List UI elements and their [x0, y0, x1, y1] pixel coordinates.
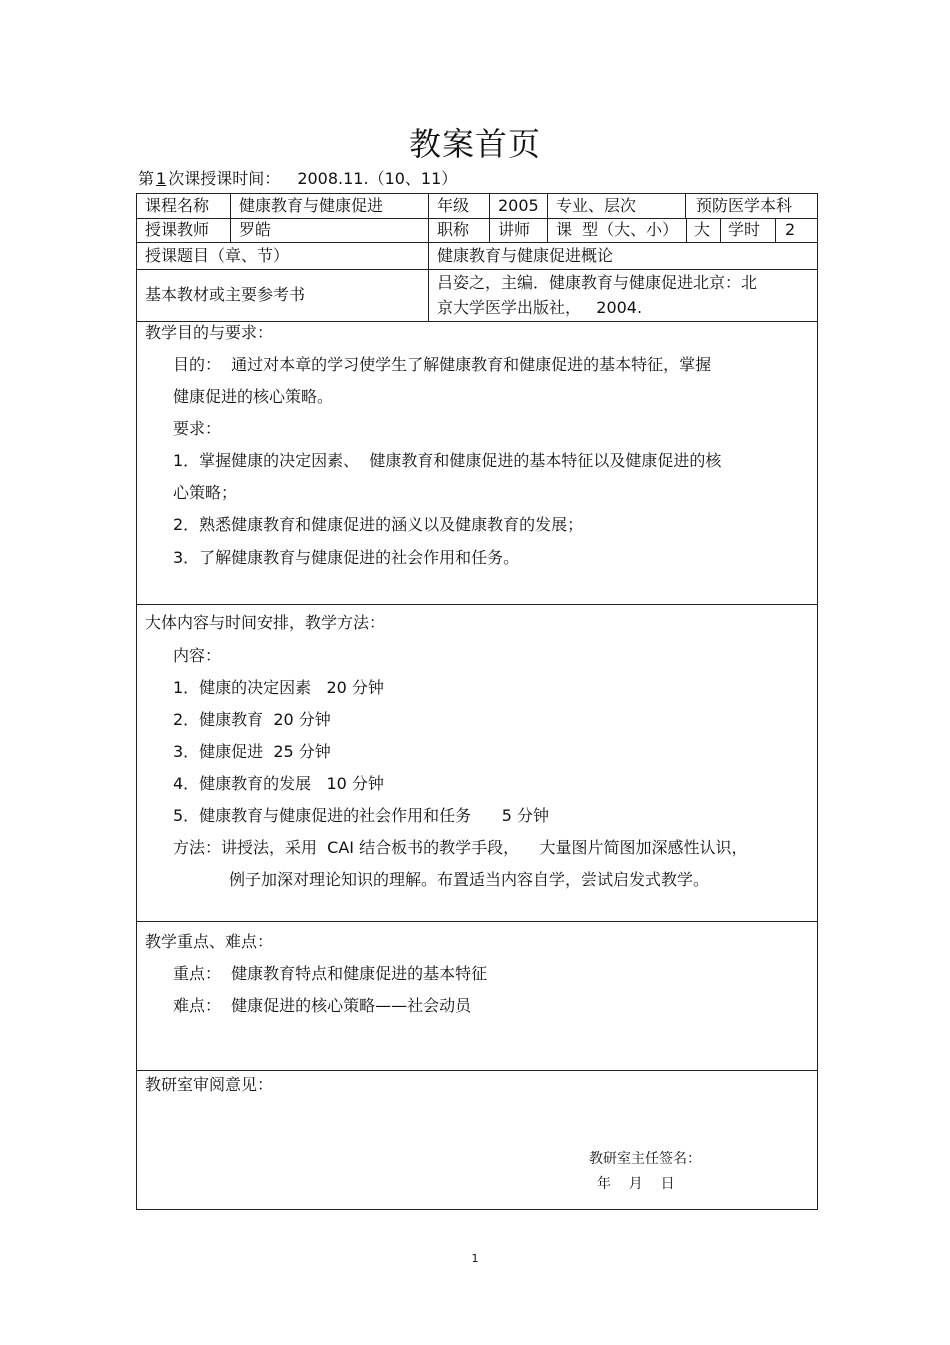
- textbook-value-line2: 京大学医学出版社， 2004.: [437, 298, 643, 317]
- page-title: 教案首页: [408, 125, 541, 163]
- col-divider: [428, 194, 429, 321]
- section-divider: [137, 1070, 817, 1071]
- section-divider: [137, 604, 817, 605]
- requirement-1-line-2: 心策略；: [173, 483, 238, 502]
- col-divider: [775, 218, 776, 242]
- review-heading: 教研室审阅意见：: [145, 1075, 274, 1094]
- content-item-1: 1．健康的决定因素 20 分钟: [173, 678, 384, 697]
- content-item-2: 2．健康教育 20 分钟: [173, 710, 331, 729]
- session-prefix: 第: [138, 169, 155, 188]
- requirement-1-line-1: 1．掌握健康的决定因素、 健康教育和健康促进的基本特征以及健康促进的核: [173, 451, 722, 470]
- content-item-3: 3．健康促进 25 分钟: [173, 742, 331, 761]
- teacher-label: 授课教师: [145, 220, 210, 239]
- session-date: 2008.11.（10、11）: [297, 169, 458, 188]
- col-divider: [686, 218, 687, 242]
- content-item-5: 5．健康教育与健康促进的社会作用和任务 5 分钟: [173, 806, 549, 825]
- hours-value: 2: [785, 220, 796, 239]
- purpose-line-2: 健康促进的核心策略。: [173, 387, 334, 406]
- signature-date: 年 月 日: [597, 1176, 675, 1192]
- hours-label: 学时: [728, 220, 761, 239]
- page-number: 1: [471, 1252, 479, 1265]
- method-line-1: 方法：讲授法，采用 CAI 结合板书的教学手段， 大量图片简图加深感性认识，: [173, 838, 748, 857]
- textbook-value-line1: 吕姿之，主编．健康教育与健康促进北京：北: [437, 273, 758, 292]
- requirement-3: 3．了解健康教育与健康促进的社会作用和任务。: [173, 548, 520, 567]
- rank-label: 职称: [437, 220, 470, 239]
- method-line-2: 例子加深对理论知识的理解。布置适当内容自学，尝试启发式教学。: [229, 870, 710, 889]
- section-divider: [137, 921, 817, 922]
- requirements-heading: 要求：: [173, 419, 222, 438]
- rank-value: 讲师: [498, 220, 531, 239]
- course-name-value: 健康教育与健康促进: [239, 196, 384, 215]
- grade-label: 年级: [437, 196, 470, 215]
- director-signature-label: 教研室主任签名：: [589, 1151, 701, 1167]
- content-item-4: 4．健康教育的发展 10 分钟: [173, 774, 384, 793]
- col-divider: [720, 218, 721, 242]
- objectives-heading: 教学目的与要求：: [145, 323, 274, 342]
- key-point: 重点： 健康教育特点和健康促进的基本特征: [173, 964, 488, 983]
- difficult-point: 难点： 健康促进的核心策略——社会动员: [173, 996, 472, 1015]
- session-number: 1: [156, 169, 167, 188]
- lesson-plan-table: [136, 193, 818, 1210]
- textbook-label: 基本教材或主要参考书: [145, 285, 306, 304]
- row-divider: [137, 269, 817, 270]
- course-name-label: 课程名称: [145, 196, 210, 215]
- class-type-value: 大: [694, 220, 711, 239]
- row-divider: [137, 242, 817, 243]
- content-subheading: 内容：: [173, 646, 222, 665]
- grade-value: 2005: [498, 196, 539, 215]
- major-value: 预防医学本科: [696, 196, 793, 215]
- content-heading: 大体内容与时间安排，教学方法：: [145, 613, 386, 632]
- session-suffix: 次课授课时间：: [168, 169, 281, 188]
- topic-value: 健康教育与健康促进概论: [437, 246, 614, 265]
- major-label: 专业、层次: [556, 196, 637, 215]
- col-divider: [230, 194, 231, 242]
- col-divider: [685, 194, 686, 218]
- purpose-line-1: 目的： 通过对本章的学习使学生了解健康教育和健康促进的基本特征，掌握: [173, 355, 712, 374]
- keypoints-heading: 教学重点、难点：: [145, 932, 274, 951]
- col-divider: [547, 194, 548, 242]
- topic-label: 授课题目（章、节）: [145, 246, 290, 265]
- class-type-label: 课 型（大、小）: [556, 220, 679, 239]
- col-divider: [489, 194, 490, 242]
- session-line: [138, 168, 457, 190]
- requirement-2: 2．熟悉健康教育和健康促进的涵义以及健康教育的发展；: [173, 515, 584, 534]
- teacher-value: 罗皓: [239, 220, 272, 239]
